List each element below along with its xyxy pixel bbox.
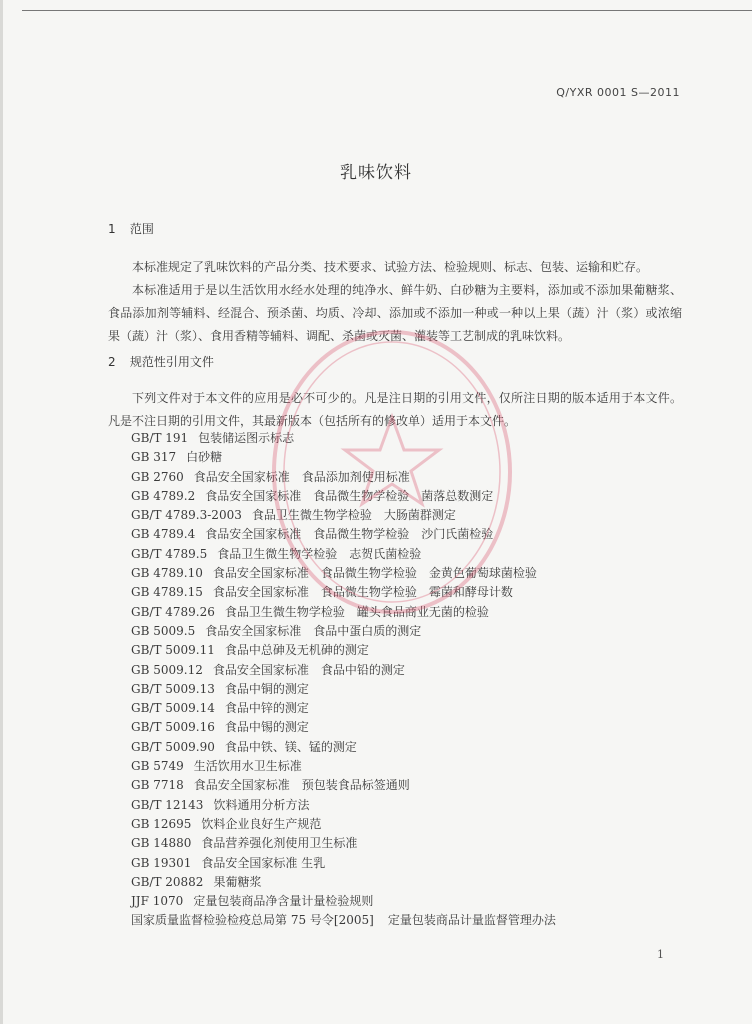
section-heading-normative-references <box>108 353 214 370</box>
reference-title: 食品安全国家标准 食品中铅的测定 <box>212 662 405 677</box>
reference-code: GB/T 12143 <box>131 797 204 812</box>
reference-title: 食品安全国家标准 预包装食品标签通则 <box>193 778 410 793</box>
list-item <box>131 641 691 660</box>
list-item <box>131 854 691 873</box>
list-item <box>131 487 691 506</box>
reference-code: GB/T 4789.5 <box>131 546 208 561</box>
list-item <box>131 718 691 737</box>
list-item <box>131 892 691 911</box>
reference-title: 食品安全国家标准 食品添加剂使用标准 <box>193 469 410 484</box>
reference-code: GB 4789.15 <box>131 585 203 600</box>
section-number: 2 <box>108 355 116 369</box>
list-item <box>131 738 691 757</box>
reference-title: 食品卫生微生物学检验 志贺氏菌检验 <box>217 546 422 561</box>
reference-title: 食品中锡的测定 <box>224 720 309 735</box>
list-item <box>131 525 691 544</box>
reference-title: 食品安全国家标准 食品微生物学检验 菌落总数测定 <box>205 488 494 503</box>
reference-title: 食品中锌的测定 <box>224 701 309 716</box>
section-title: 规范性引用文件 <box>129 355 214 369</box>
reference-title: 包装储运图示标志 <box>198 431 295 445</box>
reference-code: GB 19301 <box>131 855 192 870</box>
page-number: 1 <box>657 948 664 961</box>
paragraph: 本标准规定了乳味饮料的产品分类、技术要求、试验方法、检验规则、标志、包装、运输和贮存。 <box>132 260 649 274</box>
reference-title: 食品中总砷及无机砷的测定 <box>224 643 369 658</box>
reference-code: 国家质量监督检验检疫总局第 75 号令[2005] <box>131 913 374 928</box>
reference-code: GB/T 191 <box>131 431 189 445</box>
list-item <box>131 468 691 487</box>
reference-title: 食品营养强化剂使用卫生标准 <box>201 836 358 851</box>
list-item <box>131 796 691 815</box>
reference-title: 食品中铁、镁、锰的测定 <box>224 739 357 754</box>
reference-title: 果葡糖浆 <box>213 874 262 889</box>
reference-code: GB/T 5009.16 <box>131 720 215 735</box>
reference-code: GB 5009.5 <box>131 623 196 638</box>
list-item <box>131 603 691 622</box>
list-item <box>131 873 691 892</box>
reference-title: 定量包装商品计量监督管理办法 <box>387 913 556 928</box>
reference-code: GB 2760 <box>131 469 184 484</box>
reference-list <box>131 429 691 931</box>
reference-code: GB 14880 <box>131 836 192 851</box>
reference-code: GB 317 <box>131 450 177 465</box>
reference-code: GB 4789.4 <box>131 527 196 542</box>
reference-code: GB/T 4789.26 <box>131 604 215 619</box>
reference-title: 食品安全国家标准 食品微生物学检验 霉菌和酵母计数 <box>212 585 513 600</box>
reference-code: GB/T 5009.11 <box>131 643 215 658</box>
reference-title: 食品安全国家标准 生乳 <box>201 855 326 870</box>
reference-title: 白砂糖 <box>186 450 223 465</box>
reference-title: 食品安全国家标准 食品中蛋白质的测定 <box>205 623 422 638</box>
list-item <box>131 699 691 718</box>
reference-code: GB 5749 <box>131 759 184 774</box>
list-item <box>131 834 691 853</box>
reference-code: GB 4789.10 <box>131 566 203 581</box>
list-item <box>131 776 691 795</box>
reference-code: GB/T 20882 <box>131 874 204 889</box>
reference-code: JJF 1070 <box>131 894 184 909</box>
reference-title: 饮料企业良好生产规范 <box>201 816 322 831</box>
reference-title: 食品安全国家标准 食品微生物学检验 沙门氏菌检验 <box>205 527 494 542</box>
document-title: 乳味饮料 <box>340 163 412 183</box>
header-rule <box>22 10 752 11</box>
reference-code: GB/T 5009.14 <box>131 701 215 716</box>
reference-code: GB/T 5009.90 <box>131 739 215 754</box>
reference-title: 食品卫生微生物学检验 大肠菌群测定 <box>251 508 456 523</box>
section-number: 1 <box>108 222 116 236</box>
list-item <box>131 815 691 834</box>
list-item <box>131 429 691 448</box>
reference-code: GB 4789.2 <box>131 488 196 503</box>
reference-code: GB 5009.12 <box>131 662 203 677</box>
list-item <box>131 448 691 467</box>
section-title: 范围 <box>129 222 154 236</box>
references-intro <box>108 387 682 433</box>
reference-title: 食品安全国家标准 食品微生物学检验 金黄色葡萄球菌检验 <box>212 566 537 581</box>
reference-title: 定量包装商品净含量计量检验规则 <box>193 894 374 909</box>
reference-title: 食品卫生微生物学检验 罐头食品商业无菌的检验 <box>224 604 489 619</box>
paragraph: 本标准适用于是以生活饮用水经水处理的纯净水、鲜牛奶、白砂糖为主要料，添加或不添加果葡糖浆、食品添加剂等辅料、经混合、预杀菌、均质、冷却、添加或不添加一种或一种以上果（蔬）汁（浆）或浓缩果（蔬）汁（浆）、食用香精等辅料、调配、杀菌或灭菌、灌装等工艺制成的乳味饮料。 <box>108 283 682 343</box>
list-item <box>131 661 691 680</box>
reference-title: 食品中铜的测定 <box>224 681 309 696</box>
list-item <box>131 583 691 602</box>
reference-title: 生活饮用水卫生标准 <box>193 759 302 774</box>
list-item <box>131 564 691 583</box>
reference-code: GB/T 5009.13 <box>131 681 215 696</box>
list-item <box>131 545 691 564</box>
document-code: Q/YXR 0001 S—2011 <box>556 86 680 99</box>
list-item <box>131 622 691 641</box>
reference-title: 饮料通用分析方法 <box>213 797 310 812</box>
list-item <box>131 506 691 525</box>
list-item <box>131 757 691 776</box>
paragraph: 下列文件对于本文件的应用是必不可少的。凡是注日期的引用文件，仅所注日期的版本适用于本文件。凡是不注日期的引用文件，其最新版本（包括所有的修改单）适用于本文件。 <box>108 391 682 428</box>
reference-code: GB/T 4789.3-2003 <box>131 508 242 523</box>
scope-paragraphs <box>108 256 682 348</box>
page-edge <box>0 0 3 1024</box>
section-heading-scope <box>108 220 154 237</box>
list-item <box>131 680 691 699</box>
reference-code: GB 12695 <box>131 816 192 831</box>
list-item <box>131 911 691 930</box>
reference-code: GB 7718 <box>131 778 184 793</box>
